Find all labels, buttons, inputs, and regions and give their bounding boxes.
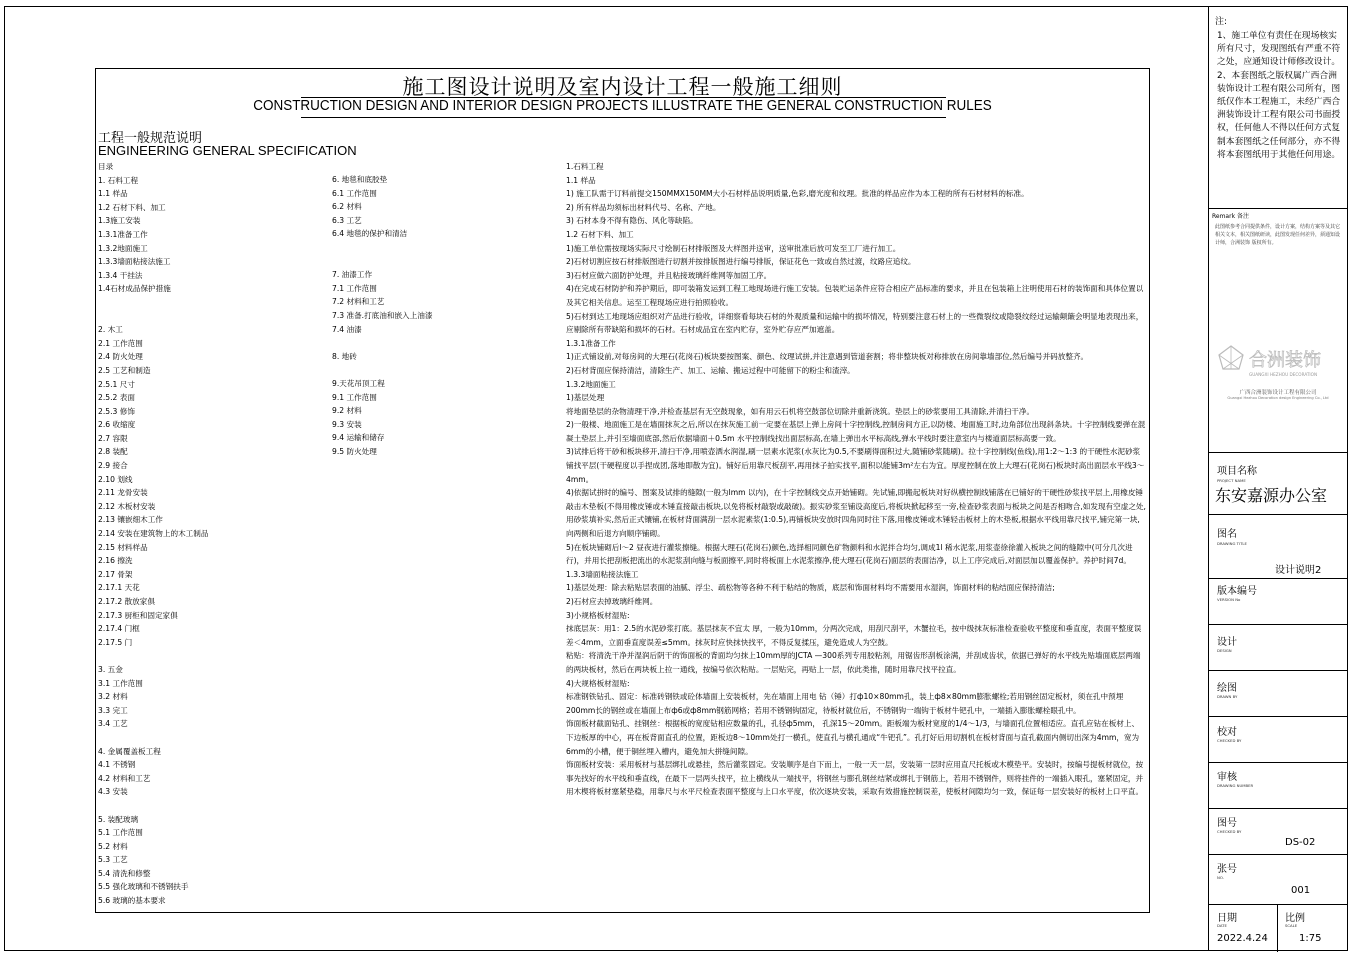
toc-item: 目录 bbox=[98, 162, 114, 171]
spec-paragraph: 饰面板材截面钻孔、挂钢丝：根据板的宽度钻相应数量的孔，孔径ф5mm， 孔深15～20mm。距板端为板材宽度的1/4～1/3，与墙面孔位置相适应。直孔应钻在板材上、下边板厚的中心，再在板背面直孔的位置，距板边8～10mm处打一横孔，使直孔与横孔通成“牛钯孔”。孔打好后用切割机在板材背面与直孔截面内侧切出深为4mm，宽为6mm的小槽，便于铜丝埋入槽内，避免加大拼缝间隙。 bbox=[566, 719, 1140, 756]
checked-by-label: 校对 bbox=[1217, 727, 1237, 738]
spec-paragraph: 1)基层处理 bbox=[566, 393, 605, 403]
toc-item: 8. 地砖 bbox=[332, 351, 357, 361]
toc-item: 2.5.3 修饰 bbox=[98, 406, 135, 416]
toc-item: 2.4 防火处理 bbox=[98, 352, 143, 362]
spec-paragraph: 1.3.3墙面粘接法施工 bbox=[566, 569, 639, 579]
logo-wordmark: 合洲装饰 bbox=[1249, 350, 1321, 371]
spec-paragraph: 2)石材应去掉玻璃纤维网。 bbox=[566, 597, 658, 606]
toc-item: 5.4 清洗和修整 bbox=[98, 868, 151, 878]
field-review bbox=[1209, 762, 1347, 809]
toc-item: 9.2 材料 bbox=[332, 406, 362, 416]
spec-paragraph: 饰面板材安装：采用板材与基层绑扎或悬挂，然后灌浆固定。安装顺序是自下而上，一般一天一层，安装第一层时应用直尺托板或木模垫平。安装时，按编号提板材就位，按事先找好的水平线和垂直线，在最下一层两头找平，拉上横线从一端找平，将钢丝与膨孔钢丝结紧或绑扎于钢筋上，若用不锈钢件，则将挂件的一端插入眼孔，塞紧固定，并用木楔将板材塞紧垫稳，用靠尺与水平尺检查表面平整度与上口水平度，依次逐块安装，采取有效措施控制误差，使板材间隙均匀一致，保证每一层安装好的板材上口平直。 bbox=[566, 760, 1144, 797]
spec-paragraph: 4)大规格板材湿贴: bbox=[566, 678, 630, 688]
toc-item: 1.3施工安装 bbox=[98, 216, 141, 226]
toc-item: 6.2 材料 bbox=[332, 202, 362, 212]
content-frame bbox=[95, 68, 1150, 913]
sheet-number-label-english: NO. bbox=[1217, 875, 1224, 880]
drawn-by-label: 绘图 bbox=[1217, 683, 1237, 694]
toc-item: 5.6 玻璃的基本要求 bbox=[98, 896, 166, 906]
toc-item: 2.17 骨架 bbox=[98, 569, 133, 579]
toc-item: 2.10 划线 bbox=[98, 474, 133, 484]
spec-paragraph: 粘贴：将清洗干净并湿润后阴干的饰面板的背面均匀抹上10mm厚的JCTA —300系列专用胶粘剂，用锯齿形刮板涂满，并刮成齿状，依据已弹好的水平线先贴墙面底层两端的两块板材，然后在两块板上拉一通线，按编号依次粘贴。一层贴完，再贴上一层，依此类推，随时用靠尺找平拉直。 bbox=[566, 651, 1141, 674]
page-title-english: CONSTRUCTION DESIGN AND INTERIOR DESIGN PROJECTS ILLUSTRATE THE GENERAL CONSTRUCTION RULES bbox=[253, 98, 992, 114]
drawing-title-value: 设计说明2 bbox=[1275, 565, 1322, 576]
project-name-label-english: PROJECT NAME bbox=[1217, 478, 1246, 483]
toc-item: 7.1 工作范围 bbox=[332, 283, 377, 293]
spec-paragraph: 3)石材应做六面防护处理，并且粘接玻璃纤维网等加固工序。 bbox=[566, 270, 772, 280]
toc-item: 3.4 工艺 bbox=[98, 719, 128, 729]
scale-value: 1:75 bbox=[1299, 933, 1322, 944]
note-text bbox=[1217, 30, 1341, 162]
spec-paragraph: 3)试排后将干砂和板块移开,清扫干净,用喷壶洒水润湿,刷一层素水泥浆(水灰比为0.5,不要刷得面积过大,随铺砂浆随刷)。拉十字控制线(鱼线),用1:2～1:3 的干硬性水泥砂浆铺找平层(干硬程度以手捏成团,落地即散为宜)。铺好后用靠尺板刮平,再用抹子拍实找平,面积以能铺3m²左右为宜。厚度控制在放上大理石(花岗石)板块时高出面层水平线3～4mm。 bbox=[566, 447, 1145, 484]
spec-paragraph: 1.3.1准备工作 bbox=[566, 338, 616, 348]
toc-item: 2.17.5 门 bbox=[98, 637, 133, 647]
toc-item: 2.9 接合 bbox=[98, 461, 128, 471]
toc-item: 9.天花吊顶工程 bbox=[332, 378, 385, 388]
toc-item: 5.5 强化玻璃和不锈钢扶手 bbox=[98, 882, 189, 892]
spec-paragraph: 1.3.2地面施工 bbox=[566, 379, 616, 389]
toc-item: 5.2 材料 bbox=[98, 841, 128, 851]
toc-item: 2.5.2 表面 bbox=[98, 393, 135, 403]
toc-column-2 bbox=[332, 173, 432, 458]
design-label: 设计 bbox=[1217, 637, 1237, 648]
sheet-number-label: 张号 bbox=[1217, 864, 1237, 875]
design-label-english: DESIGN bbox=[1217, 648, 1232, 653]
spec-paragraph: 1)基层处理：除去粘贴层表面的油腻、浮尘、疏松物等各种不利于粘结的物质，底层和饰面材料均不需要用水湿润，饰面材料的粘结面应保持清洁; bbox=[566, 583, 1055, 593]
field-version bbox=[1209, 578, 1347, 625]
logo-wordmark-english: GUANGXI HEZHOU DECORATION bbox=[1249, 372, 1318, 377]
toc-item: 2.17.4 门框 bbox=[98, 624, 140, 634]
toc-item: 3.2 材料 bbox=[98, 692, 128, 702]
toc-item: 9.4 运输和储存 bbox=[332, 433, 385, 443]
toc-item bbox=[332, 255, 432, 269]
toc-item bbox=[98, 649, 208, 663]
spec-paragraph: 2)石材背面应保持清洁，清除生产、加工、运输、搬运过程中可能留下的粉尘和渣滓。 bbox=[566, 365, 855, 375]
review-label: 审核 bbox=[1217, 772, 1237, 783]
toc-item: 5.1 工作范围 bbox=[98, 828, 143, 838]
spec-paragraph: 将地面垫层的杂物清理干净,并检查基层有无空鼓现象，如有用云石机将空鼓部位切除并重新浇筑。垫层上的砂浆要用工具清除,并清扫干净。 bbox=[566, 406, 1035, 416]
spec-paragraph: 1.2 石材下料、加工 bbox=[566, 229, 634, 239]
remark-heading: Remark 备注 bbox=[1212, 213, 1249, 220]
toc-item: 2.15 材料样品 bbox=[98, 542, 148, 552]
scale-label: 比例 bbox=[1285, 913, 1305, 924]
toc-item: 1.3.3墙面粘接法施工 bbox=[98, 257, 171, 267]
remark-section bbox=[1209, 208, 1347, 246]
spec-paragraph: 1)正式铺设前,对每房间的大理石(花岗石)板块要按图案、颜色、纹理试拼,并注意遇到管道套割；将非整块板对称排放在房间靠墙部位,然后编号并码放整齐。 bbox=[566, 352, 1089, 362]
remark-text: 此图纸参考合同提供条件，设计方案，结构方案等及其它相关文本，相关图纸研读，此图发现任何差异，须通知设计师，合洲装饰 版权所有。 bbox=[1215, 224, 1341, 246]
scale-label-english: SCALE bbox=[1285, 923, 1298, 928]
spec-paragraph: 5)石材到达工地现场应组织对产品进行验收，详细察看每块石材的外观质量和运输中的损坏情况，特别要注意石材上的一些微裂纹或隐裂纹经过运输颠簸会明显地表现出来，应剔除所有带缺陷和损坏的石材。石材成品宜在室内贮存，室外贮存应严加遮盖。 bbox=[566, 311, 1144, 335]
toc-item: 9.5 防火处理 bbox=[332, 446, 377, 456]
spec-paragraph: 2)石材切割应按石材排版图进行切割并按排版图进行编号排版，保证花色一致或自然过渡，纹路应追纹。 bbox=[566, 257, 916, 267]
page-title: 施工图设计说明及室内设计工程一般施工细则 bbox=[402, 75, 843, 99]
drawing-number-label-english: CHECKED BY bbox=[1217, 829, 1242, 834]
spec-paragraph: 4)依据试拼时的编号、图案及试排的缝隙(一般为lmm 以内)，在十字控制线交点开始铺砌。先试铺,即搬起板块对好纵横控制线铺落在已铺好的干硬性砂浆找平层上,用橡皮锤敲击木垫板(不得用橡皮锤或木锤直接敲击板块,以免将板材敲裂或敲破)。振实砂浆至铺设高度后,将板块掀起移至一旁,检查砂浆表面与板块之间是否相吻合,如发现有空虚之处,用砂浆填补实,然后正式镶铺,在板材背面满刮一层水泥素浆(1:0.5),再铺板块安放时四角同时往下落,用橡皮锤或木锤轻击板材上的木垫板,根据水平线用靠尺找平,铺完第一块,向两侧和后退方向顺序铺砌。 bbox=[566, 488, 1146, 539]
toc-item: 6.1 工作范围 bbox=[332, 188, 377, 198]
toc-item: 4.1 不锈钢 bbox=[98, 760, 136, 770]
company-name: 广西合洲装饰设计工程有限公司 bbox=[1239, 390, 1317, 396]
drawing-number-value: DS-02 bbox=[1285, 837, 1316, 848]
toc-item: 9.3 安装 bbox=[332, 419, 362, 429]
spec-paragraph: 1.1 样品 bbox=[566, 175, 596, 185]
spec-paragraph: 1)施工单位需按现场实际尺寸绘制石材排版图及大样图并送审，送审批准后放可发至工厂进行加工。 bbox=[566, 243, 901, 253]
drawing-title-label-english: DRAWING TITLE bbox=[1217, 541, 1247, 546]
toc-item: 1.3.2地面施工 bbox=[98, 243, 148, 253]
toc-item: 2.13 镶嵌细木工作 bbox=[98, 515, 163, 525]
toc-item: 2.5 工艺和制造 bbox=[98, 365, 151, 375]
toc-item: 2.7 容限 bbox=[98, 433, 128, 443]
toc-item: 9.1 工作范围 bbox=[332, 392, 377, 402]
toc-item: 2. 木工 bbox=[98, 325, 123, 335]
toc-item: 7.3 准备.打底油和嵌入上油漆 bbox=[332, 310, 433, 320]
note-line: 1、施工单位有责任在现场核实所有尺寸，发现图纸有严重不符之处，应通知设计师修改设计。 bbox=[1217, 31, 1341, 68]
toc-item bbox=[332, 363, 432, 377]
toc-item: 1.4石材成品保护措施 bbox=[98, 284, 171, 294]
field-drawn-by bbox=[1209, 670, 1347, 717]
note-line: 2、本套图纸之版权属广西合洲装饰设计工程有限公司所有，图纸仅作本工程施工，未经广西合洲装饰设计工程有限公司书面授权，任何他人不得以任何方式复制本套图纸之任何部分，亦不得将本套图纸用于其他任何用途。 bbox=[1217, 70, 1341, 160]
sheet-number-value: 001 bbox=[1291, 885, 1311, 896]
date-value: 2022.4.24 bbox=[1217, 933, 1268, 944]
field-design bbox=[1209, 624, 1347, 671]
toc-item: 2.16 擦洗 bbox=[98, 556, 133, 566]
toc-item: 1.2 石材下料、加工 bbox=[98, 202, 166, 212]
field-date-scale bbox=[1209, 904, 1347, 952]
spec-paragraph: 5)在板块铺砌后l～2 昼夜进行灌浆擦缝。根据大理石(花岗石)颜色,选择相同颜色矿物颜料和水泥拌合均匀,调成1l 稀水泥浆,用浆壶徐徐灌入板块之间的缝隙中(可分几次进行)，并用长把刮板把流出的水泥浆刮向缝与板面擦平,同时将板面上水泥浆擦净,使大理石(花岗石)面层的表面洁净，以上工序完成后,对面层加以覆盖保护。养护时间7d。 bbox=[566, 542, 1133, 566]
toc-item: 7. 油漆工作 bbox=[332, 270, 373, 280]
specification-body bbox=[566, 160, 1146, 799]
spec-paragraph: 2) 所有样品均须标出材料代号、名称、产地。 bbox=[566, 202, 721, 212]
title-underline-english bbox=[301, 117, 946, 118]
spec-heading-english: ENGINEERING GENERAL SPECIFICATION bbox=[98, 143, 357, 158]
version-label-english: VERSION No bbox=[1217, 597, 1241, 602]
toc-item bbox=[332, 241, 432, 255]
spec-paragraph: 1) 施工队需于订料前提交150MMX150MM大小石材样品说明质量,色彩,磨光度和纹理。批准的样品应作为本工程的所有石材材料的标准。 bbox=[566, 189, 1029, 199]
drawing-number-label: 图号 bbox=[1217, 818, 1237, 829]
toc-item: 2.17.3 厨柜和固定家俱 bbox=[98, 610, 178, 620]
toc-item: 7.4 油漆 bbox=[332, 324, 362, 334]
toc-item: 3. 五金 bbox=[98, 664, 123, 674]
toc-item: 2.8 装配 bbox=[98, 447, 128, 457]
toc-item bbox=[98, 296, 208, 310]
drawing-title-label: 图名 bbox=[1217, 529, 1237, 540]
toc-column-1 bbox=[98, 160, 208, 908]
field-sheet-number bbox=[1209, 854, 1347, 905]
date-label: 日期 bbox=[1217, 913, 1237, 924]
spec-paragraph: 1.石料工程 bbox=[566, 162, 604, 171]
toc-item: 3.1 工作范围 bbox=[98, 678, 143, 688]
note-heading: 注: bbox=[1215, 17, 1228, 27]
toc-item: 2.17.2 散放家俱 bbox=[98, 597, 155, 606]
date-label-english: DATE bbox=[1217, 923, 1227, 928]
toc-item: 4.3 安装 bbox=[98, 787, 128, 797]
toc-item: 1.3.1准备工作 bbox=[98, 229, 148, 239]
company-name-english: Guangxi Hezhou Decoration design Engineering Co., Ltd bbox=[1227, 396, 1329, 400]
date-scale-divider bbox=[1277, 905, 1278, 952]
toc-item: 6.4 地毯的保护和清洁 bbox=[332, 229, 408, 239]
drawn-by-label-english: DRAWN BY bbox=[1217, 694, 1238, 699]
toc-item: 1.3.4 干挂法 bbox=[98, 270, 143, 280]
company-logo bbox=[1209, 336, 1347, 456]
toc-item: 2.12 木板材安装 bbox=[98, 501, 156, 511]
field-checked-by bbox=[1209, 716, 1347, 763]
project-name-value: 东安嘉源办公室 bbox=[1215, 486, 1328, 505]
spec-heading: 工程一般规范说明 bbox=[98, 131, 203, 146]
toc-item: 1.1 样品 bbox=[98, 189, 128, 199]
toc-item: 3.3 完工 bbox=[98, 705, 128, 715]
checked-by-label-english: CHECKED BY bbox=[1217, 738, 1242, 743]
toc-item bbox=[98, 799, 208, 813]
pentagon-logo-icon bbox=[1209, 336, 1347, 386]
spec-paragraph: 标准钢铁钻孔、固定：标准砖钢铁或砼体墙面上安装板材，先在墙面上用电 钻（锤）打ф10×80mm孔，装上ф8×80mm膨胀螺栓;若用钢丝固定板材，须在孔中预埋200mm长的钢丝或在墙面上布ф6或ф8mm钢筋网格；若用不锈钢钩固定，待板材就位后，不锈钢钩一端钩于板材牛钯孔中，一端插入膨胀螺栓眼孔中。 bbox=[566, 692, 1124, 715]
toc-item: 1. 石料工程 bbox=[98, 175, 139, 185]
project-name-label: 项目名称 bbox=[1217, 466, 1257, 477]
toc-item: 2.5.1 尺寸 bbox=[98, 379, 135, 389]
spec-paragraph: 2)一般楼、地面施工是在墙面抹灰之后,所以在抹灰施工前一定要在基层上弹上房间十字控制线,控制房间方正,以防楼、地面施工时,边角部位出现斜条块。十字控制线要弹在混凝土垫层上,并引至墙面底部,然后依据墙面＋0.5m 水平控制线找出面层标高,在墙上弹出水平标高线,弹水平线时要注意室内与楼道面层标高要一致。 bbox=[566, 420, 1146, 443]
toc-item: 2.11 龙骨安装 bbox=[98, 488, 148, 498]
toc-item: 2.17.1 天花 bbox=[98, 583, 140, 593]
spec-paragraph: 抹底层灰：用1：2.5的水泥砂浆打底。基层抹灰不宜太 厚，一般为10mm，分两次完成，用刮尺刮平，木蟹拉毛，按中级抹灰标准检查验收平整度和垂直度，表面平整度误差＜4mm，立面垂直度误差≤5mm。抹灰时应快抹快找平，不得反复揉压，避免造成人为空鼓。 bbox=[566, 624, 1142, 647]
toc-item: 2.14 安装在建筑物上的木工制品 bbox=[98, 529, 209, 539]
toc-item bbox=[98, 731, 208, 745]
toc-item bbox=[332, 336, 432, 350]
toc-item: 6. 地毯和底胶垫 bbox=[332, 175, 388, 184]
version-label: 版本编号 bbox=[1217, 586, 1257, 597]
review-label-english: DRAWING NUMBER bbox=[1217, 783, 1254, 788]
toc-item: 2.6 收缩度 bbox=[98, 420, 136, 430]
title-block bbox=[1208, 6, 1348, 951]
spec-paragraph: 3)小规格板材湿贴: bbox=[566, 610, 630, 620]
field-drawing-title bbox=[1209, 514, 1347, 579]
toc-item: 4. 金属覆盖板工程 bbox=[98, 746, 161, 756]
toc-item: 5.3 工艺 bbox=[98, 855, 128, 865]
toc-item: 4.2 材料和工艺 bbox=[98, 773, 151, 783]
spec-paragraph: 3) 石材本身不得有隐伤、风化等缺陷。 bbox=[566, 216, 698, 226]
toc-item: 5. 装配玻璃 bbox=[98, 814, 139, 824]
toc-item: 2.1 工作范围 bbox=[98, 338, 143, 348]
spec-paragraph: 4)在完成石材防护和养护期后，即可装箱发运到工程工地现场进行施工安装。包装贮运条件应符合相应产品标准的要求，并且在包装箱上注明使用石材的装饰面和具体位置以及其它相关信息。运至工程现场应进行拍照验收。 bbox=[566, 284, 1144, 307]
toc-item: 7.2 材料和工艺 bbox=[332, 297, 385, 307]
field-drawing-number bbox=[1209, 808, 1347, 855]
toc-item bbox=[98, 310, 208, 324]
toc-item: 6.3 工艺 bbox=[332, 215, 362, 225]
